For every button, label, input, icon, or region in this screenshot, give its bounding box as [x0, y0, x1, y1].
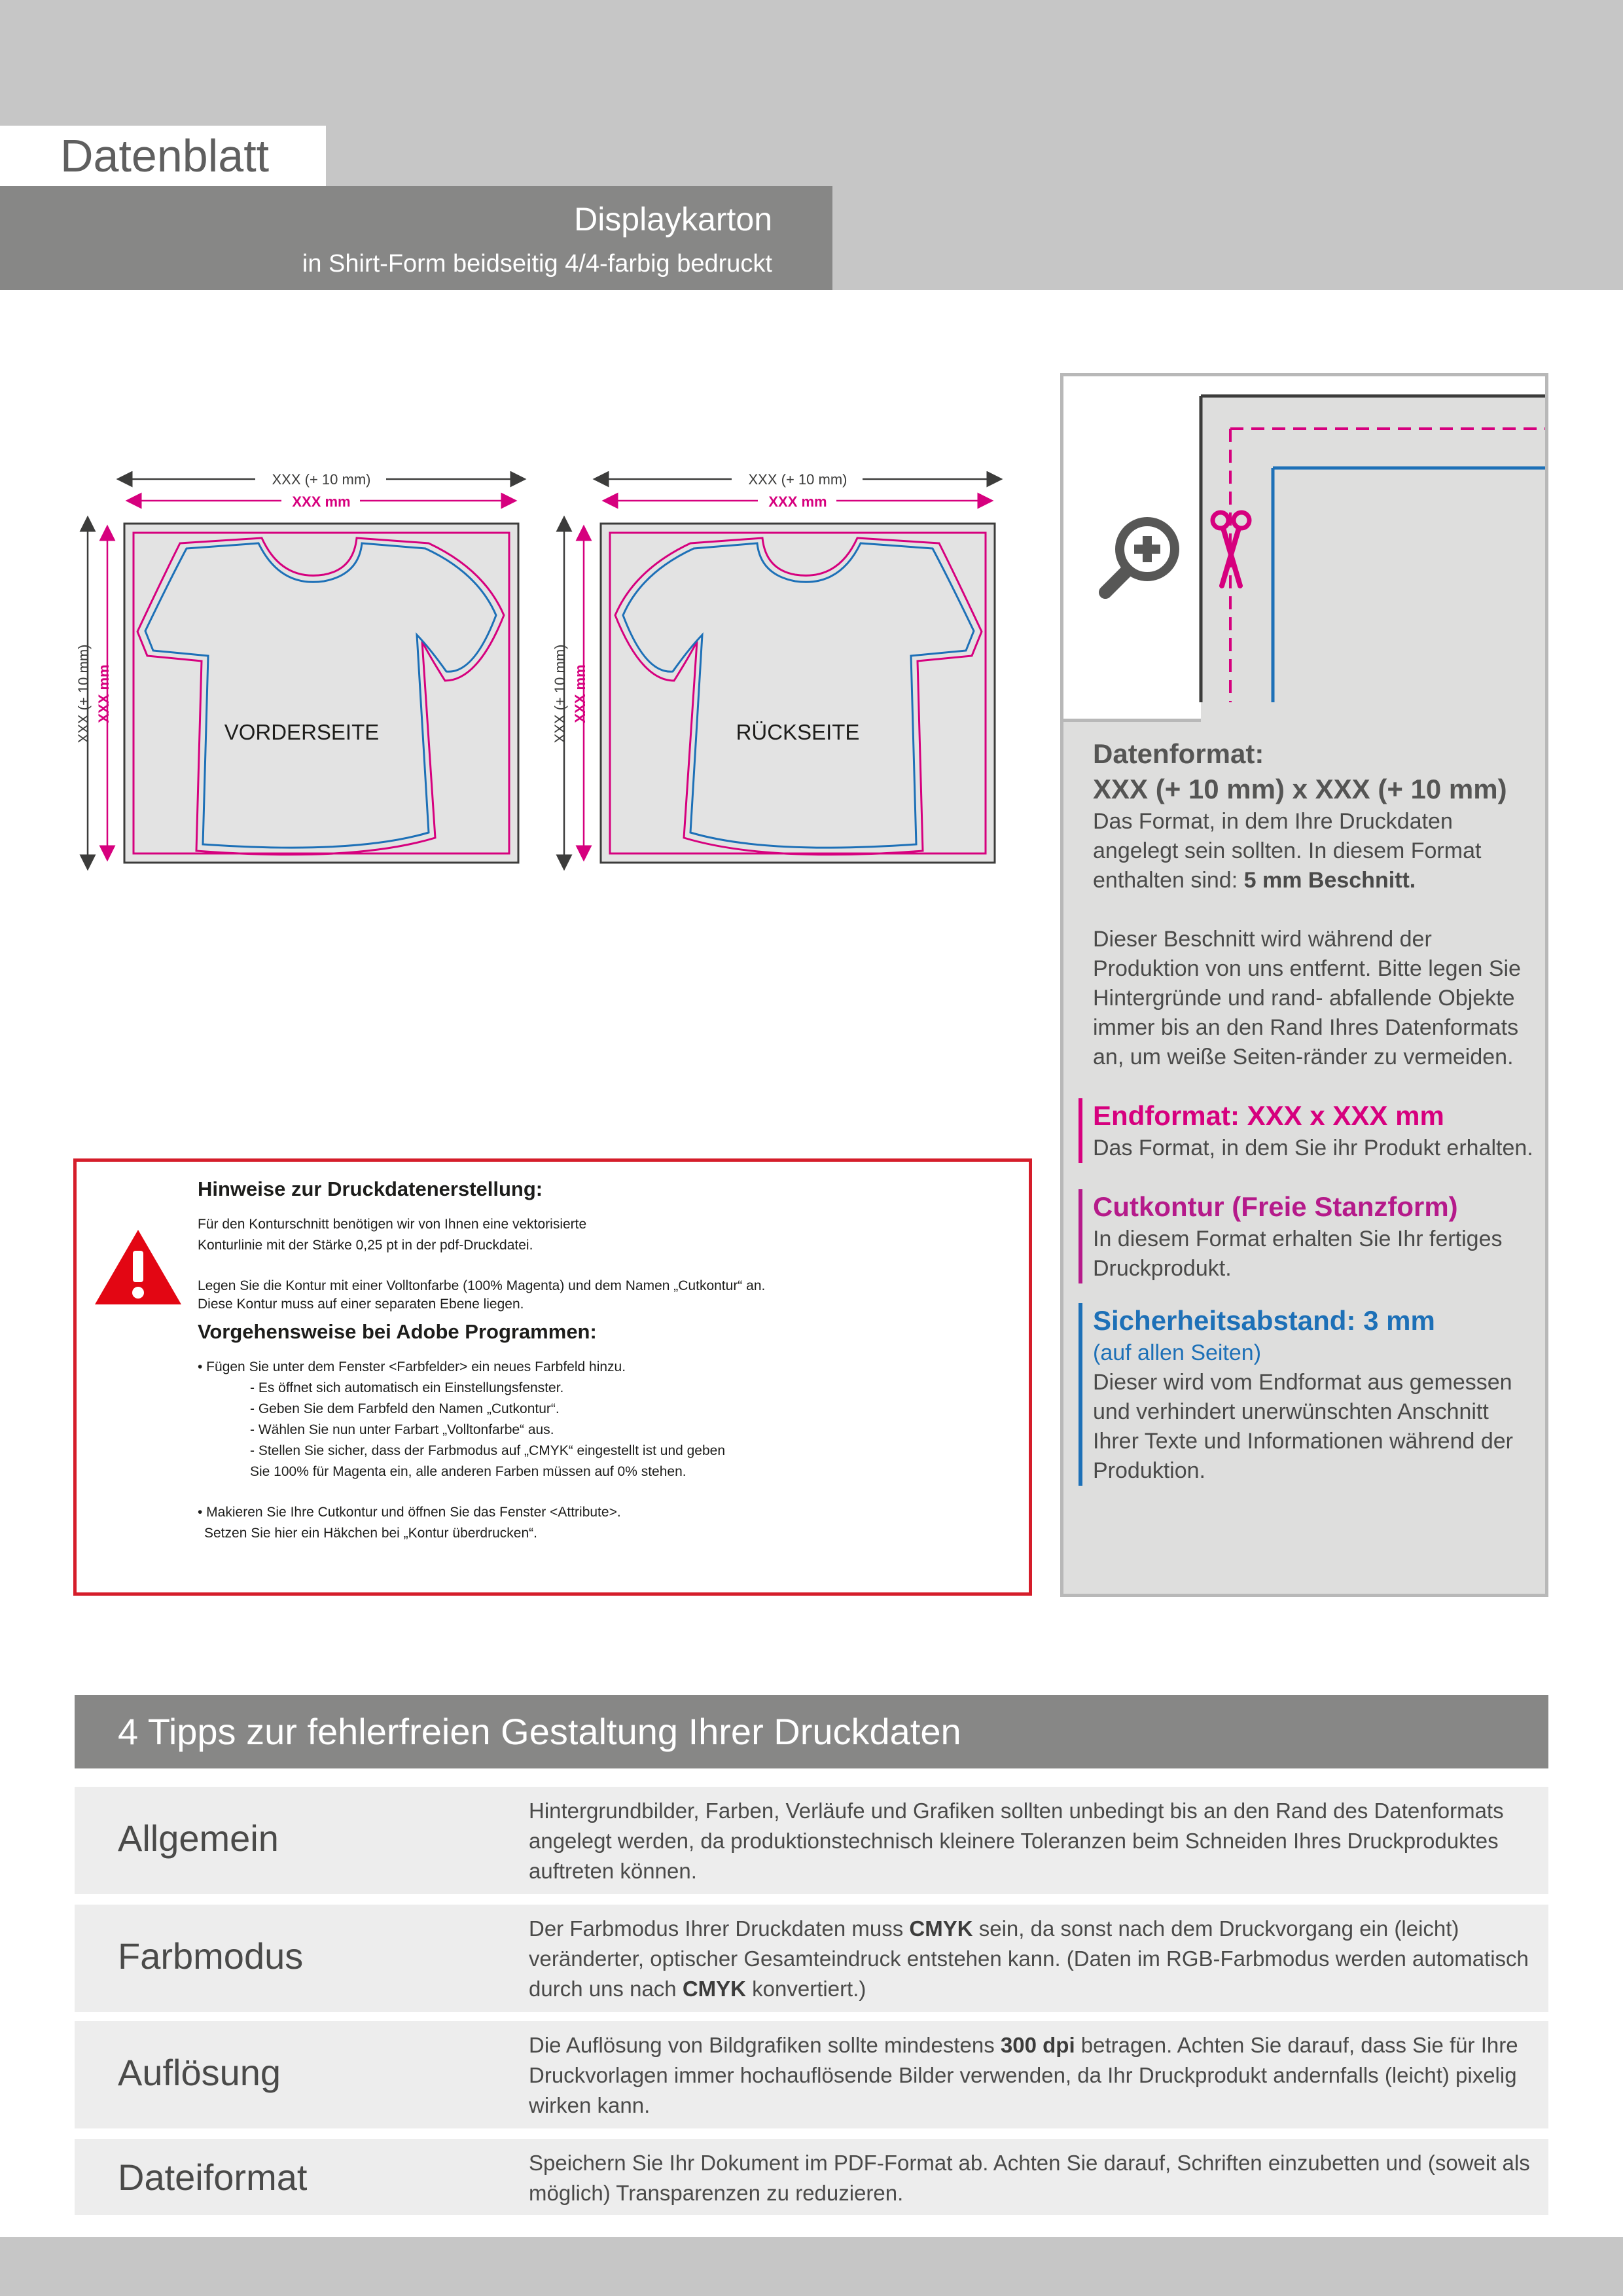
notice-line: Für den Konturschnitt benötigen wir von Ihnen eine vektorisierte: [198, 1217, 587, 1232]
product-band: [0, 186, 832, 290]
step-line: • Fügen Sie unter dem Fenster <Farbfelder> ein neues Farbfeld hinzu.: [198, 1359, 626, 1374]
tip-title: Allgemein: [118, 1818, 279, 1859]
safety-heading: Sicherheitsabstand: 3 mm: [1093, 1305, 1435, 1336]
back-diagram: [552, 471, 995, 863]
bleed-desc: Dieser Beschnitt wird während der Produktion von uns entfernt. Bitte legen Sie Hintergründe und rand- abfallende Objekte immer bis an den Rand Ihres Datenformats an, um weiße Seiten-ränder zu vermeiden.: [1093, 927, 1521, 1069]
safety-desc: Dieser wird vom Endformat aus gemessen und verhindert unerwünschten Anschnitt Ihrer Texte und Informationen während der Produktion.: [1093, 1370, 1513, 1483]
print-notice-box: [73, 1158, 1032, 1596]
product-subtitle: in Shirt-Form beidseitig 4/4-farbig bedruckt: [302, 250, 772, 278]
back-label: RÜCKSEITE: [736, 720, 860, 744]
step-line: - Wählen Sie nun unter Farbart „Volltonfarbe“ aus.: [250, 1422, 554, 1437]
tip-row-dateiformat: [75, 2139, 1548, 2215]
tip-text: Der Farbmodus Ihrer Druckdaten muss CMYK sein, da sonst nach dem Druckvorgang ein (leicht) veränderter, optischer Gesamteindruck entstehen kann. (Daten im RGB-Farbmodus werden automatisch durch uns nach CMYK konvertiert.): [529, 1916, 1529, 2001]
endformat-block: [1079, 1098, 1538, 1163]
cutkontur-block: [1079, 1189, 1538, 1283]
tip-text: Die Auflösung von Bildgrafiken sollte mindestens 300 dpi betragen. Achten Sie darauf, dass Sie für Ihre Druckvorlagen immer hochauflösende Bilder verwenden, da Ihr Druckprodukt andernfalls (leicht) pixelig wirken kann.: [529, 2033, 1518, 2117]
back-outer-width-label: XXX (+ 10 mm): [748, 471, 847, 488]
datenformat-label: Datenformat:: [1093, 738, 1264, 769]
tip-title: Auflösung: [118, 2052, 281, 2093]
endformat-heading: Endformat: XXX x XXX mm: [1093, 1100, 1444, 1131]
zoom-icon: [1105, 522, 1175, 592]
front-inner-height-label: XXX mm: [96, 664, 112, 723]
front-outer-width-label: XXX (+ 10 mm): [272, 471, 371, 488]
endformat-desc: Das Format, in dem Sie ihr Produkt erhalten.: [1093, 1136, 1533, 1160]
tips-heading: 4 Tipps zur fehlerfreien Gestaltung Ihrer Druckdaten: [75, 1695, 1548, 1768]
tip-row-farbmodus: [75, 1905, 1548, 2012]
step-line: - Stellen Sie sicher, dass der Farbmodus auf „CMYK“ eingestellt ist und geben: [250, 1443, 726, 1458]
notice-line: Konturlinie mit der Stärke 0,25 pt in der pdf-Druckdatei.: [198, 1238, 533, 1253]
notice-heading: Hinweise zur Druckdatenerstellung:: [198, 1177, 543, 1200]
cutkontur-desc: In diesem Format erhalten Sie Ihr fertiges Druckprodukt.: [1093, 1227, 1503, 1281]
tip-row-aufloesung: [75, 2021, 1548, 2128]
front-diagram: [75, 471, 518, 863]
step-line: Sie 100% für Magenta ein, alle anderen Farben müssen auf 0% stehen.: [250, 1464, 687, 1479]
safety-block: [1079, 1303, 1538, 1486]
back-inner-width-label: XXX mm: [768, 493, 827, 510]
back-inner-height-label: XXX mm: [572, 664, 588, 723]
notice-line: Legen Sie die Kontur mit einer Volltonfarbe (100% Magenta) und dem Namen „Cutkontur“ an.: [198, 1278, 766, 1293]
step-line: • Makieren Sie Ihre Cutkontur und öffnen Sie das Fenster <Attribute>.: [198, 1505, 621, 1520]
front-outer-height-label: XXX (+ 10 mm): [75, 644, 92, 744]
tip-row-allgemein: [75, 1787, 1548, 1894]
step-line: Setzen Sie hier ein Häkchen bei „Kontur überdrucken“.: [204, 1526, 537, 1541]
footer-band: [0, 2237, 1623, 2296]
page-title: Datenblatt: [60, 130, 270, 181]
shirt-diagrams: [72, 471, 1041, 877]
tip-title: Dateiformat: [118, 2157, 308, 2198]
front-inner-width-label: XXX mm: [292, 493, 351, 510]
product-name: Displaykarton: [574, 201, 772, 238]
front-label: VORDERSEITE: [224, 720, 380, 744]
step-line: - Es öffnet sich automatisch ein Einstellungsfenster.: [250, 1380, 564, 1395]
tip-text: Hintergrundbilder, Farben, Verläufe und Grafiken sollten unbedingt bis an den Rand des Datenformats angelegt werden, da produktionstechnisch kleinere Toleranzen beim Schneiden Ihres Druckproduktes auftreten können.: [529, 1799, 1504, 1883]
notice-line: Diese Kontur muss auf einer separaten Ebene liegen.: [198, 1297, 524, 1312]
back-outer-height-label: XXX (+ 10 mm): [552, 644, 568, 744]
warning-icon: [92, 1227, 184, 1308]
cutkontur-heading: Cutkontur (Freie Stanzform): [1093, 1191, 1458, 1222]
title-tab: [0, 126, 326, 186]
bleed-preview: [1063, 376, 1545, 722]
datenformat-value: XXX (+ 10 mm) x XXX (+ 10 mm): [1093, 774, 1507, 804]
tip-title: Farbmodus: [118, 1935, 304, 1977]
tip-text: Speichern Sie Ihr Dokument im PDF-Format ab. Achten Sie darauf, Schriften einzubetten und (soweit als möglich) Transparenzen zu reduzieren.: [529, 2151, 1530, 2205]
step-line: - Geben Sie dem Farbfeld den Namen „Cutkontur“.: [250, 1401, 560, 1416]
datenformat-desc: Das Format, in dem Ihre Druckdaten angelegt sein sollten. In diesem Format enthalten sind: 5 mm Beschnitt.: [1093, 809, 1482, 893]
format-text: [1093, 736, 1538, 1486]
safety-sub: (auf allen Seiten): [1093, 1340, 1262, 1365]
format-info-panel: [1060, 373, 1548, 1597]
adobe-heading: Vorgehensweise bei Adobe Programmen:: [198, 1320, 597, 1343]
